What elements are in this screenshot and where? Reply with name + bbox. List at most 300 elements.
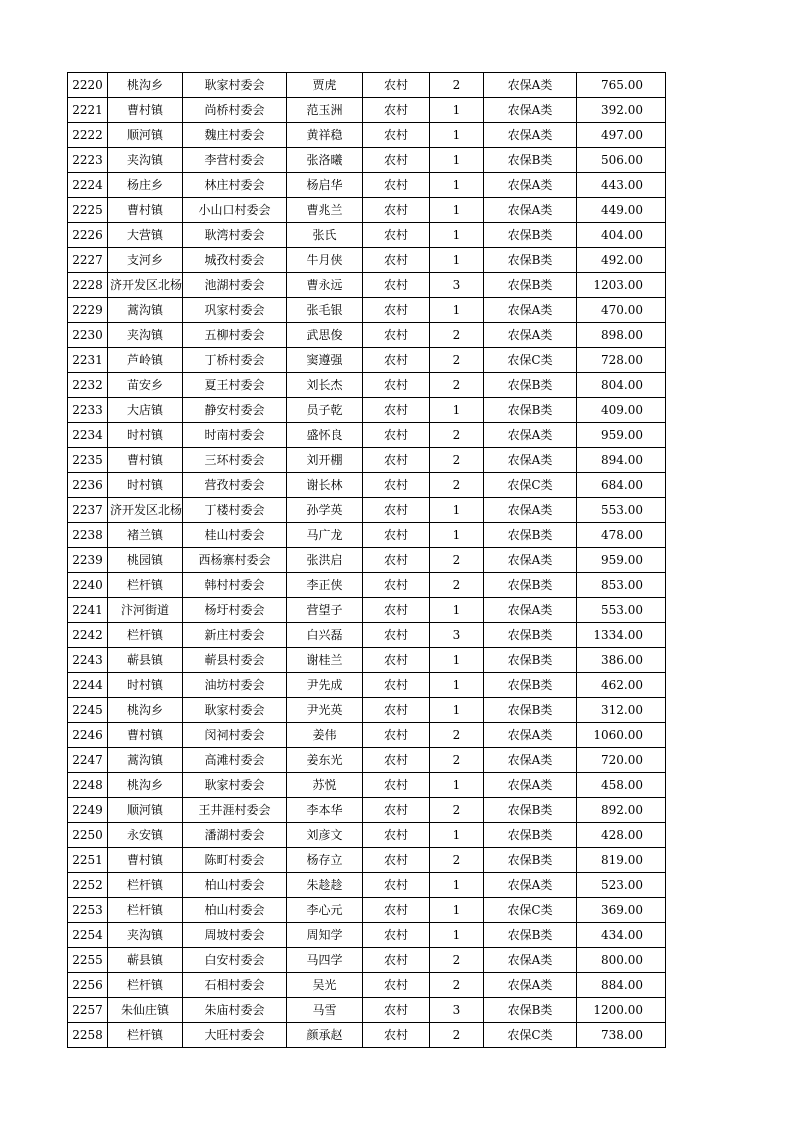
cell-row-number: 2250 [68,823,108,848]
cell-name: 白兴磊 [287,623,363,648]
cell-household-size: 1 [430,923,484,948]
cell-town: 曹村镇 [108,98,183,123]
cell-insurance-category: 农保B类 [484,698,577,723]
cell-household-size: 2 [430,573,484,598]
cell-village-committee: 巩家村委会 [183,298,287,323]
cell-household-size: 1 [430,598,484,623]
cell-village-committee: 陈町村委会 [183,848,287,873]
cell-village-committee: 高滩村委会 [183,748,287,773]
table-row [68,698,666,723]
cell-insurance-category: 农保B类 [484,823,577,848]
cell-name: 李心元 [287,898,363,923]
cell-area-type: 农村 [363,423,430,448]
cell-household-size: 2 [430,1023,484,1048]
cell-name: 营望子 [287,598,363,623]
cell-town: 蕲县镇 [108,648,183,673]
cell-row-number: 2254 [68,923,108,948]
cell-amount: 765.00 [577,73,666,98]
cell-town: 汴河街道 [108,598,183,623]
cell-amount: 312.00 [577,698,666,723]
cell-row-number: 2244 [68,673,108,698]
cell-name: 张洪启 [287,548,363,573]
cell-insurance-category: 农保B类 [484,223,577,248]
cell-row-number: 2253 [68,898,108,923]
cell-row-number: 2258 [68,1023,108,1048]
cell-town: 栏杆镇 [108,873,183,898]
cell-insurance-category: 农保B类 [484,848,577,873]
cell-area-type: 农村 [363,998,430,1023]
cell-town: 曹村镇 [108,448,183,473]
cell-village-committee: 魏庄村委会 [183,123,287,148]
cell-insurance-category: 农保C类 [484,473,577,498]
cell-amount: 478.00 [577,523,666,548]
cell-name: 张毛银 [287,298,363,323]
cell-household-size: 1 [430,248,484,273]
cell-area-type: 农村 [363,223,430,248]
cell-village-committee: 尚桥村委会 [183,98,287,123]
table-row [68,598,666,623]
cell-village-committee: 桂山村委会 [183,523,287,548]
cell-town: 顺河镇 [108,798,183,823]
table-row [68,623,666,648]
cell-town: 杨庄乡 [108,173,183,198]
cell-household-size: 1 [430,648,484,673]
cell-row-number: 2245 [68,698,108,723]
cell-area-type: 农村 [363,723,430,748]
cell-amount: 1203.00 [577,273,666,298]
table-row [68,173,666,198]
cell-area-type: 农村 [363,948,430,973]
cell-name: 谢长林 [287,473,363,498]
cell-area-type: 农村 [363,873,430,898]
cell-row-number: 2249 [68,798,108,823]
cell-area-type: 农村 [363,348,430,373]
cell-village-committee: 耿家村委会 [183,773,287,798]
cell-amount: 443.00 [577,173,666,198]
cell-name: 马广龙 [287,523,363,548]
cell-amount: 386.00 [577,648,666,673]
table-row [68,448,666,473]
cell-household-size: 1 [430,773,484,798]
table-row [68,198,666,223]
cell-household-size: 1 [430,223,484,248]
cell-insurance-category: 农保A类 [484,73,577,98]
cell-town: 栏杆镇 [108,898,183,923]
cell-area-type: 农村 [363,973,430,998]
cell-row-number: 2226 [68,223,108,248]
cell-name: 杨启华 [287,173,363,198]
cell-insurance-category: 农保C类 [484,898,577,923]
cell-row-number: 2225 [68,198,108,223]
table-row [68,323,666,348]
cell-amount: 894.00 [577,448,666,473]
cell-amount: 1060.00 [577,723,666,748]
cell-household-size: 3 [430,623,484,648]
cell-village-committee: 丁桥村委会 [183,348,287,373]
cell-town: 芦岭镇 [108,348,183,373]
cell-village-committee: 大旺村委会 [183,1023,287,1048]
cell-amount: 409.00 [577,398,666,423]
cell-insurance-category: 农保B类 [484,373,577,398]
cell-insurance-category: 农保A类 [484,323,577,348]
cell-area-type: 农村 [363,273,430,298]
cell-village-committee: 五柳村委会 [183,323,287,348]
cell-town: 桃沟乡 [108,698,183,723]
cell-town: 夹沟镇 [108,148,183,173]
cell-amount: 462.00 [577,673,666,698]
cell-village-committee: 城孜村委会 [183,248,287,273]
cell-village-committee: 石相村委会 [183,973,287,998]
cell-row-number: 2229 [68,298,108,323]
cell-insurance-category: 农保A类 [484,723,577,748]
cell-area-type: 农村 [363,548,430,573]
cell-household-size: 1 [430,523,484,548]
cell-insurance-category: 农保A类 [484,98,577,123]
cell-household-size: 1 [430,148,484,173]
cell-row-number: 2233 [68,398,108,423]
cell-area-type: 农村 [363,598,430,623]
cell-amount: 1334.00 [577,623,666,648]
cell-town: 时村镇 [108,473,183,498]
cell-row-number: 2222 [68,123,108,148]
cell-name: 李本华 [287,798,363,823]
cell-household-size: 2 [430,448,484,473]
cell-row-number: 2232 [68,373,108,398]
cell-household-size: 2 [430,723,484,748]
cell-area-type: 农村 [363,73,430,98]
cell-insurance-category: 农保A类 [484,548,577,573]
cell-row-number: 2243 [68,648,108,673]
table-row [68,123,666,148]
cell-amount: 404.00 [577,223,666,248]
cell-area-type: 农村 [363,148,430,173]
cell-name: 武思俊 [287,323,363,348]
cell-name: 牛月侠 [287,248,363,273]
cell-amount: 819.00 [577,848,666,873]
cell-insurance-category: 农保B类 [484,273,577,298]
cell-town: 大店镇 [108,398,183,423]
cell-area-type: 农村 [363,173,430,198]
cell-insurance-category: 农保A类 [484,873,577,898]
cell-name: 吴光 [287,973,363,998]
cell-amount: 506.00 [577,148,666,173]
cell-name: 曹兆兰 [287,198,363,223]
cell-name: 尹先成 [287,673,363,698]
cell-area-type: 农村 [363,523,430,548]
cell-insurance-category: 农保B类 [484,148,577,173]
cell-row-number: 2220 [68,73,108,98]
cell-name: 谢桂兰 [287,648,363,673]
table-row [68,348,666,373]
cell-village-committee: 耿家村委会 [183,698,287,723]
cell-village-committee: 白安村委会 [183,948,287,973]
cell-town: 蒿沟镇 [108,748,183,773]
cell-name: 杨存立 [287,848,363,873]
cell-name: 曹永远 [287,273,363,298]
cell-town: 曹村镇 [108,723,183,748]
cell-area-type: 农村 [363,298,430,323]
cell-row-number: 2236 [68,473,108,498]
cell-insurance-category: 农保B类 [484,573,577,598]
cell-row-number: 2257 [68,998,108,1023]
cell-insurance-category: 农保B类 [484,623,577,648]
cell-row-number: 2246 [68,723,108,748]
cell-town: 顺河镇 [108,123,183,148]
cell-insurance-category: 农保A类 [484,773,577,798]
cell-household-size: 1 [430,123,484,148]
cell-amount: 497.00 [577,123,666,148]
table-row [68,398,666,423]
cell-name: 刘彦文 [287,823,363,848]
cell-amount: 434.00 [577,923,666,948]
cell-town: 济开发区北杨 [108,498,183,523]
cell-area-type: 农村 [363,398,430,423]
cell-village-committee: 耿湾村委会 [183,223,287,248]
cell-town: 时村镇 [108,423,183,448]
cell-row-number: 2240 [68,573,108,598]
cell-town: 曹村镇 [108,198,183,223]
cell-name: 刘长杰 [287,373,363,398]
cell-town: 朱仙庄镇 [108,998,183,1023]
table-row [68,798,666,823]
cell-village-committee: 新庄村委会 [183,623,287,648]
cell-row-number: 2224 [68,173,108,198]
table-row [68,998,666,1023]
cell-village-committee: 李营村委会 [183,148,287,173]
cell-name: 姜东光 [287,748,363,773]
cell-name: 盛怀良 [287,423,363,448]
cell-row-number: 2251 [68,848,108,873]
cell-amount: 892.00 [577,798,666,823]
cell-name: 刘开棚 [287,448,363,473]
cell-amount: 884.00 [577,973,666,998]
cell-village-committee: 柏山村委会 [183,873,287,898]
cell-village-committee: 夏王村委会 [183,373,287,398]
cell-amount: 470.00 [577,298,666,323]
table-row [68,898,666,923]
cell-village-committee: 西杨寨村委会 [183,548,287,573]
cell-household-size: 1 [430,173,484,198]
cell-row-number: 2228 [68,273,108,298]
cell-household-size: 2 [430,848,484,873]
cell-insurance-category: 农保B类 [484,923,577,948]
table-row [68,148,666,173]
cell-row-number: 2231 [68,348,108,373]
cell-household-size: 1 [430,398,484,423]
cell-household-size: 2 [430,473,484,498]
cell-name: 朱趁趁 [287,873,363,898]
cell-household-size: 1 [430,298,484,323]
cell-area-type: 农村 [363,473,430,498]
cell-row-number: 2256 [68,973,108,998]
table-row [68,298,666,323]
cell-row-number: 2230 [68,323,108,348]
cell-area-type: 农村 [363,123,430,148]
cell-amount: 898.00 [577,323,666,348]
table-row [68,773,666,798]
cell-household-size: 2 [430,373,484,398]
cell-village-committee: 周坡村委会 [183,923,287,948]
cell-name: 颜承赵 [287,1023,363,1048]
cell-name: 张洛曦 [287,148,363,173]
cell-town: 蒿沟镇 [108,298,183,323]
cell-area-type: 农村 [363,698,430,723]
cell-amount: 738.00 [577,1023,666,1048]
table-row [68,73,666,98]
cell-area-type: 农村 [363,898,430,923]
cell-town: 苗安乡 [108,373,183,398]
table-row [68,748,666,773]
cell-household-size: 1 [430,498,484,523]
cell-insurance-category: 农保A类 [484,173,577,198]
cell-row-number: 2234 [68,423,108,448]
cell-household-size: 2 [430,798,484,823]
cell-row-number: 2247 [68,748,108,773]
cell-amount: 428.00 [577,823,666,848]
cell-insurance-category: 农保C类 [484,1023,577,1048]
cell-household-size: 2 [430,548,484,573]
cell-row-number: 2223 [68,148,108,173]
cell-area-type: 农村 [363,573,430,598]
table-row [68,498,666,523]
cell-household-size: 1 [430,873,484,898]
cell-insurance-category: 农保B类 [484,523,577,548]
cell-amount: 369.00 [577,898,666,923]
cell-area-type: 农村 [363,798,430,823]
cell-insurance-category: 农保A类 [484,498,577,523]
cell-town: 蕲县镇 [108,948,183,973]
cell-household-size: 1 [430,823,484,848]
cell-insurance-category: 农保B类 [484,998,577,1023]
cell-amount: 553.00 [577,498,666,523]
cell-area-type: 农村 [363,1023,430,1048]
table-row [68,473,666,498]
cell-village-committee: 潘湖村委会 [183,823,287,848]
cell-amount: 853.00 [577,573,666,598]
cell-name: 窦遵强 [287,348,363,373]
cell-insurance-category: 农保B类 [484,398,577,423]
cell-row-number: 2242 [68,623,108,648]
cell-amount: 492.00 [577,248,666,273]
cell-insurance-category: 农保A类 [484,448,577,473]
cell-village-committee: 林庄村委会 [183,173,287,198]
cell-amount: 449.00 [577,198,666,223]
cell-household-size: 2 [430,948,484,973]
cell-insurance-category: 农保B类 [484,248,577,273]
cell-name: 员子乾 [287,398,363,423]
cell-name: 李正侠 [287,573,363,598]
cell-household-size: 1 [430,98,484,123]
cell-name: 孙学英 [287,498,363,523]
cell-household-size: 1 [430,198,484,223]
cell-household-size: 2 [430,973,484,998]
cell-village-committee: 三环村委会 [183,448,287,473]
cell-name: 尹光英 [287,698,363,723]
cell-area-type: 农村 [363,323,430,348]
cell-village-committee: 朱庙村委会 [183,998,287,1023]
cell-insurance-category: 农保A类 [484,423,577,448]
cell-amount: 804.00 [577,373,666,398]
cell-name: 周知学 [287,923,363,948]
table-row [68,823,666,848]
cell-area-type: 农村 [363,248,430,273]
table-row [68,723,666,748]
cell-row-number: 2241 [68,598,108,623]
cell-area-type: 农村 [363,648,430,673]
cell-row-number: 2255 [68,948,108,973]
cell-area-type: 农村 [363,98,430,123]
cell-name: 马雪 [287,998,363,1023]
cell-village-committee: 池湖村委会 [183,273,287,298]
cell-amount: 959.00 [577,423,666,448]
table-row [68,523,666,548]
cell-town: 桃沟乡 [108,73,183,98]
cell-name: 苏悦 [287,773,363,798]
cell-household-size: 2 [430,73,484,98]
cell-area-type: 农村 [363,923,430,948]
cell-insurance-category: 农保A类 [484,948,577,973]
cell-village-committee: 时南村委会 [183,423,287,448]
table-row [68,673,666,698]
cell-area-type: 农村 [363,623,430,648]
cell-area-type: 农村 [363,373,430,398]
cell-village-committee: 韩村村委会 [183,573,287,598]
cell-amount: 523.00 [577,873,666,898]
table-row [68,248,666,273]
cell-household-size: 1 [430,898,484,923]
cell-town: 大营镇 [108,223,183,248]
cell-area-type: 农村 [363,848,430,873]
cell-row-number: 2248 [68,773,108,798]
cell-row-number: 2227 [68,248,108,273]
cell-row-number: 2221 [68,98,108,123]
table-row [68,373,666,398]
cell-town: 栏杆镇 [108,1023,183,1048]
cell-village-committee: 小山口村委会 [183,198,287,223]
cell-village-committee: 静安村委会 [183,398,287,423]
cell-household-size: 3 [430,998,484,1023]
cell-household-size: 2 [430,748,484,773]
cell-amount: 458.00 [577,773,666,798]
table-row [68,1023,666,1048]
cell-town: 曹村镇 [108,848,183,873]
table-row [68,973,666,998]
cell-name: 马四学 [287,948,363,973]
cell-town: 褚兰镇 [108,523,183,548]
cell-town: 永安镇 [108,823,183,848]
cell-row-number: 2237 [68,498,108,523]
table-row [68,923,666,948]
table-row [68,273,666,298]
cell-area-type: 农村 [363,448,430,473]
cell-name: 范玉洲 [287,98,363,123]
cell-household-size: 3 [430,273,484,298]
cell-amount: 1200.00 [577,998,666,1023]
cell-name: 张氏 [287,223,363,248]
cell-village-committee: 蕲县村委会 [183,648,287,673]
cell-amount: 959.00 [577,548,666,573]
cell-insurance-category: 农保C类 [484,348,577,373]
cell-insurance-category: 农保A类 [484,748,577,773]
cell-village-committee: 王井涯村委会 [183,798,287,823]
cell-town: 时村镇 [108,673,183,698]
table-row [68,98,666,123]
cell-insurance-category: 农保A类 [484,123,577,148]
cell-row-number: 2239 [68,548,108,573]
cell-amount: 684.00 [577,473,666,498]
cell-insurance-category: 农保A类 [484,973,577,998]
cell-household-size: 2 [430,348,484,373]
